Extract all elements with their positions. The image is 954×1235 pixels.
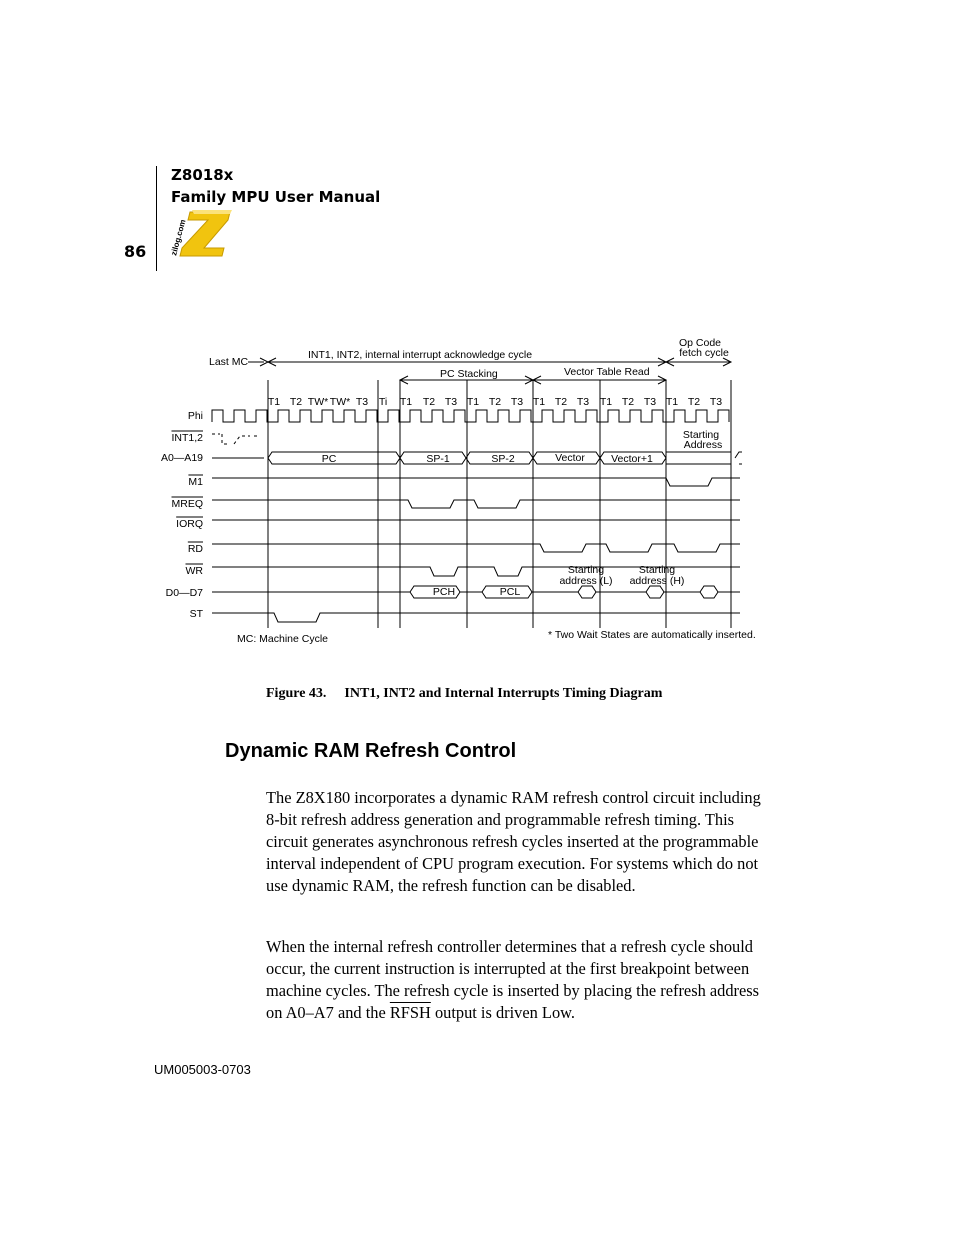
- t-state-label-14: T3: [576, 396, 590, 408]
- svg-text:zilog.com: zilog.com: [169, 218, 188, 257]
- t-state-label-10: T2: [488, 396, 502, 408]
- st-waveform: [212, 613, 740, 622]
- t-state-label-20: T3: [709, 396, 723, 408]
- paragraph-1: The Z8X180 incorporates a dynamic RAM refresh control circuit including 8-bit refresh address generation and programmable refresh timing. This circuit generates asynchronous refresh cycles inserted at the programmable interval independent of CPU program execution. For systems which do not use dynamic RAM, the refresh function can be disabled.: [266, 788, 761, 895]
- bus-label-pcl: PCL: [499, 586, 521, 598]
- signal-1: INT1,2: [171, 432, 203, 444]
- t-state-label-19: T2: [687, 396, 701, 408]
- document-id: UM005003-0703: [154, 1062, 251, 1077]
- t-state-label-12: T1: [532, 396, 546, 408]
- t-state-label-9: T1: [466, 396, 480, 408]
- label-last-mc: Last MC: [209, 356, 249, 368]
- timing-diagram: [150, 330, 780, 655]
- t-state-label-6: T1: [399, 396, 413, 408]
- t-state-label-4: T3: [355, 396, 369, 408]
- bus-label-start-1: Starting: [682, 429, 720, 441]
- t-state-label-16: T2: [621, 396, 635, 408]
- figure-number: Figure 43.: [266, 686, 327, 701]
- note-wait-states: * Two Wait States are automatically inserted.: [548, 629, 756, 641]
- phi-clock-waveform: [212, 410, 729, 422]
- bus-label-start-2: Address: [683, 439, 723, 451]
- header-divider: [156, 166, 157, 271]
- bus-label-vector1: Vector+1: [611, 453, 653, 465]
- data-bus-waveform: [212, 586, 740, 598]
- last-mc-arrow: [248, 358, 268, 366]
- manual-title-line2: Family MPU User Manual: [171, 188, 381, 206]
- t-state-label-18: T1: [665, 396, 679, 408]
- paragraph-2: [266, 936, 776, 1024]
- signal-5: IORQ: [176, 518, 203, 530]
- t-state-label-15: T1: [599, 396, 613, 408]
- signal-7: WR: [185, 565, 203, 577]
- manual-title: [171, 164, 380, 208]
- signal-6: RD: [187, 543, 203, 555]
- rfsh-signal: RFSH: [389, 1003, 431, 1022]
- figure-title: INT1, INT2 and Internal Interrupts Timing Diagram: [344, 686, 663, 701]
- label-vector-table-read: Vector Table Read: [564, 366, 650, 378]
- bus-label-start-l-2: address (L): [559, 575, 613, 587]
- addr-bus-pc: [212, 452, 400, 464]
- label-ack-cycle: INT1, INT2, internal interrupt acknowledge cycle: [308, 349, 533, 361]
- signal-2: A0—A19: [160, 452, 203, 464]
- bus-label-start-h-2: address (H): [629, 575, 685, 587]
- signal-4: MREQ: [171, 498, 203, 510]
- label-pc-stacking: PC Stacking: [440, 368, 498, 380]
- t-state-label-2: TW*: [307, 396, 329, 408]
- note-machine-cycle: MC: Machine Cycle: [237, 633, 329, 645]
- label-opcode-1: Op Code: [678, 337, 722, 349]
- rd-waveform: [212, 544, 740, 552]
- mreq-waveform: [212, 500, 740, 508]
- bus-label-sp2: SP-2: [491, 453, 515, 465]
- bus-label-pch: PCH: [432, 586, 456, 598]
- t-state-label-3: TW*: [329, 396, 351, 408]
- signal-0: Phi: [187, 410, 203, 422]
- bus-label-start-h-1: Starting: [638, 564, 676, 576]
- bus-label-pc: PC: [321, 453, 337, 465]
- signal-8: D0—D7: [165, 587, 203, 599]
- section-heading: Dynamic RAM Refresh Control: [225, 740, 517, 762]
- t-state-label-1: T2: [289, 396, 303, 408]
- bus-label-start-l-1: Starting: [567, 564, 605, 576]
- signal-3: M1: [188, 476, 203, 488]
- t-state-label-0: T1: [267, 396, 281, 408]
- zilog-logo: [166, 208, 236, 265]
- t-state-label-8: T3: [444, 396, 458, 408]
- t-state-label-17: T3: [643, 396, 657, 408]
- t-state-label-11: T3: [510, 396, 524, 408]
- label-opcode-2: fetch cycle: [679, 347, 729, 359]
- page-number: 86: [124, 242, 147, 261]
- figure-caption: [266, 686, 662, 702]
- paragraph-2-text: When the internal refresh controller determines that a refresh cycle should occur, the current instruction is interrupted at the first breakpoint between machine cycles. The refresh cycle is inserted by placing the refresh address on A0–A7 and the: [266, 937, 760, 1022]
- opcode-arrow: [666, 358, 731, 366]
- m1-waveform: [212, 478, 740, 486]
- paragraph-2-end: output is driven Low.: [430, 1003, 576, 1022]
- manual-title-line1: Z8018x: [171, 166, 234, 184]
- t-state-label-5: Ti: [378, 396, 388, 408]
- int-waveform: [212, 434, 258, 444]
- t-state-label-13: T2: [554, 396, 568, 408]
- bus-label-sp1: SP-1: [426, 453, 450, 465]
- signal-9: ST: [189, 608, 203, 620]
- t-state-label-7: T2: [422, 396, 436, 408]
- bus-label-vector: Vector: [555, 452, 585, 464]
